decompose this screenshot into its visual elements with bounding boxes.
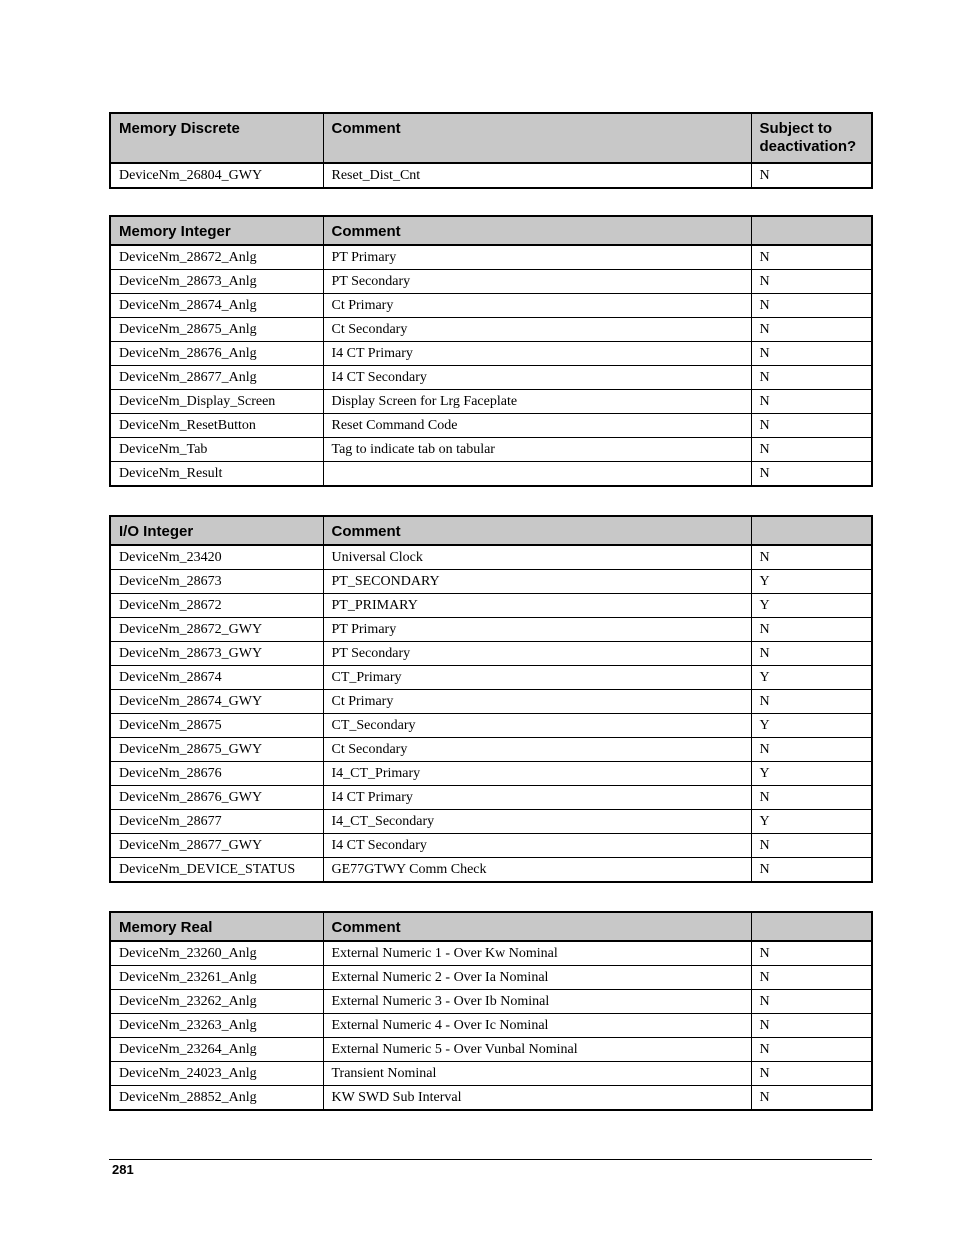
comment-cell: External Numeric 5 - Over Vunbal Nominal — [323, 1038, 751, 1062]
tag-name-cell: DeviceNm_23263_Anlg — [110, 1014, 323, 1038]
table-row — [110, 642, 872, 666]
comment-cell: PT Primary — [323, 618, 751, 642]
deactivation-cell: N — [751, 438, 872, 462]
comment-cell: I4_CT_Primary — [323, 762, 751, 786]
table-row — [110, 390, 872, 414]
table-row — [110, 270, 872, 294]
comment-cell: CT_Primary — [323, 666, 751, 690]
comment-cell: Tag to indicate tab on tabular — [323, 438, 751, 462]
column-header — [751, 912, 872, 941]
tag-name-cell: DeviceNm_28672_GWY — [110, 618, 323, 642]
deactivation-cell: N — [751, 366, 872, 390]
deactivation-cell: N — [751, 642, 872, 666]
deactivation-cell: Y — [751, 714, 872, 738]
table-row — [110, 762, 872, 786]
comment-cell: Reset_Dist_Cnt — [323, 163, 751, 188]
memory-discrete-table — [109, 112, 873, 189]
footer-divider — [109, 1159, 872, 1160]
table-header-row — [110, 912, 872, 941]
deactivation-cell: N — [751, 245, 872, 270]
deactivation-cell: N — [751, 618, 872, 642]
table-row — [110, 163, 872, 188]
comment-cell: Display Screen for Lrg Faceplate — [323, 390, 751, 414]
page-number: 281 — [112, 1162, 134, 1177]
deactivation-cell: N — [751, 786, 872, 810]
comment-cell: PT_SECONDARY — [323, 570, 751, 594]
tag-name-cell: DeviceNm_ResetButton — [110, 414, 323, 438]
deactivation-cell: N — [751, 1038, 872, 1062]
deactivation-cell: N — [751, 966, 872, 990]
tag-name-cell: DeviceNm_24023_Anlg — [110, 1062, 323, 1086]
deactivation-cell: N — [751, 1062, 872, 1086]
tag-name-cell: DeviceNm_28673_Anlg — [110, 270, 323, 294]
tag-name-cell: DeviceNm_23262_Anlg — [110, 990, 323, 1014]
deactivation-cell: N — [751, 163, 872, 188]
comment-cell: Transient Nominal — [323, 1062, 751, 1086]
comment-cell: I4_CT_Secondary — [323, 810, 751, 834]
column-header: Memory Real — [110, 912, 323, 941]
comment-cell: External Numeric 2 - Over Ia Nominal — [323, 966, 751, 990]
table-row — [110, 738, 872, 762]
tag-name-cell: DeviceNm_28676_GWY — [110, 786, 323, 810]
comment-cell: I4 CT Primary — [323, 342, 751, 366]
tag-name-cell: DeviceNm_DEVICE_STATUS — [110, 858, 323, 883]
io-integer-table — [109, 515, 873, 883]
deactivation-cell: Y — [751, 810, 872, 834]
table-row — [110, 414, 872, 438]
comment-cell: CT_Secondary — [323, 714, 751, 738]
table-row — [110, 594, 872, 618]
deactivation-cell: N — [751, 738, 872, 762]
comment-cell: PT Secondary — [323, 270, 751, 294]
deactivation-cell: N — [751, 318, 872, 342]
table-row — [110, 366, 872, 390]
tag-name-cell: DeviceNm_28674_Anlg — [110, 294, 323, 318]
column-header: Memory Integer — [110, 216, 323, 245]
tag-name-cell: DeviceNm_28675_Anlg — [110, 318, 323, 342]
table-header-row — [110, 216, 872, 245]
memory-real-table — [109, 911, 873, 1111]
deactivation-cell: Y — [751, 570, 872, 594]
tag-name-cell: DeviceNm_28677_GWY — [110, 834, 323, 858]
table-header-row — [110, 113, 872, 163]
tag-name-cell: DeviceNm_26804_GWY — [110, 163, 323, 188]
tag-name-cell: DeviceNm_28677 — [110, 810, 323, 834]
comment-cell: PT Primary — [323, 245, 751, 270]
comment-cell: GE77GTWY Comm Check — [323, 858, 751, 883]
tag-name-cell: DeviceNm_23420 — [110, 545, 323, 570]
deactivation-cell: Y — [751, 666, 872, 690]
table-row — [110, 294, 872, 318]
tag-name-cell: DeviceNm_Tab — [110, 438, 323, 462]
table-row — [110, 1038, 872, 1062]
deactivation-cell: N — [751, 545, 872, 570]
table-header-row — [110, 516, 872, 545]
table-row — [110, 1014, 872, 1038]
tag-name-cell: DeviceNm_28676_Anlg — [110, 342, 323, 366]
table-row — [110, 318, 872, 342]
tag-name-cell: DeviceNm_28672_Anlg — [110, 245, 323, 270]
table-row — [110, 834, 872, 858]
deactivation-cell: N — [751, 690, 872, 714]
comment-cell: External Numeric 1 - Over Kw Nominal — [323, 941, 751, 966]
column-header — [751, 516, 872, 545]
deactivation-cell: N — [751, 1014, 872, 1038]
table-row — [110, 245, 872, 270]
tag-name-cell: DeviceNm_28676 — [110, 762, 323, 786]
column-header: Comment — [323, 516, 751, 545]
tag-name-cell: DeviceNm_28673 — [110, 570, 323, 594]
comment-cell: Universal Clock — [323, 545, 751, 570]
tag-name-cell: DeviceNm_28673_GWY — [110, 642, 323, 666]
table-row — [110, 966, 872, 990]
column-header: I/O Integer — [110, 516, 323, 545]
table-row — [110, 858, 872, 883]
comment-cell: Reset Command Code — [323, 414, 751, 438]
tag-name-cell: DeviceNm_28674_GWY — [110, 690, 323, 714]
column-header: Comment — [323, 912, 751, 941]
table-row — [110, 786, 872, 810]
comment-cell: KW SWD Sub Interval — [323, 1086, 751, 1111]
table-row — [110, 438, 872, 462]
comment-cell: I4 CT Secondary — [323, 834, 751, 858]
table-row — [110, 666, 872, 690]
deactivation-cell: N — [751, 270, 872, 294]
comment-cell: PT Secondary — [323, 642, 751, 666]
comment-cell: External Numeric 4 - Over Ic Nominal — [323, 1014, 751, 1038]
tag-name-cell: DeviceNm_28852_Anlg — [110, 1086, 323, 1111]
deactivation-cell: N — [751, 342, 872, 366]
comment-cell: External Numeric 3 - Over Ib Nominal — [323, 990, 751, 1014]
comment-cell: I4 CT Primary — [323, 786, 751, 810]
tag-name-cell: DeviceNm_23264_Anlg — [110, 1038, 323, 1062]
table-row — [110, 810, 872, 834]
deactivation-cell: N — [751, 390, 872, 414]
column-header: Memory Discrete — [110, 113, 323, 163]
deactivation-cell: Y — [751, 762, 872, 786]
tag-name-cell: DeviceNm_23261_Anlg — [110, 966, 323, 990]
tag-name-cell: DeviceNm_28677_Anlg — [110, 366, 323, 390]
column-header: Subject to deactivation? — [751, 113, 872, 163]
comment-cell: Ct Primary — [323, 294, 751, 318]
comment-cell: Ct Secondary — [323, 738, 751, 762]
table-row — [110, 990, 872, 1014]
comment-cell: Ct Primary — [323, 690, 751, 714]
tag-name-cell: DeviceNm_28674 — [110, 666, 323, 690]
deactivation-cell: N — [751, 414, 872, 438]
column-header: Comment — [323, 216, 751, 245]
comment-cell: PT_PRIMARY — [323, 594, 751, 618]
table-row — [110, 1086, 872, 1111]
table-row — [110, 618, 872, 642]
table-row — [110, 570, 872, 594]
tag-name-cell: DeviceNm_28675 — [110, 714, 323, 738]
table-row — [110, 545, 872, 570]
comment-cell: Ct Secondary — [323, 318, 751, 342]
comment-cell — [323, 462, 751, 487]
deactivation-cell: N — [751, 462, 872, 487]
tag-name-cell: DeviceNm_Result — [110, 462, 323, 487]
table-row — [110, 941, 872, 966]
deactivation-cell: N — [751, 941, 872, 966]
table-row — [110, 690, 872, 714]
table-row — [110, 1062, 872, 1086]
table-row — [110, 462, 872, 487]
table-row — [110, 714, 872, 738]
tag-name-cell: DeviceNm_28675_GWY — [110, 738, 323, 762]
deactivation-cell: N — [751, 294, 872, 318]
tag-name-cell: DeviceNm_Display_Screen — [110, 390, 323, 414]
deactivation-cell: Y — [751, 594, 872, 618]
column-header — [751, 216, 872, 245]
memory-integer-table — [109, 215, 873, 487]
tag-name-cell: DeviceNm_23260_Anlg — [110, 941, 323, 966]
deactivation-cell: N — [751, 834, 872, 858]
deactivation-cell: N — [751, 858, 872, 883]
deactivation-cell: N — [751, 1086, 872, 1111]
deactivation-cell: N — [751, 990, 872, 1014]
tag-name-cell: DeviceNm_28672 — [110, 594, 323, 618]
column-header: Comment — [323, 113, 751, 163]
comment-cell: I4 CT Secondary — [323, 366, 751, 390]
table-row — [110, 342, 872, 366]
